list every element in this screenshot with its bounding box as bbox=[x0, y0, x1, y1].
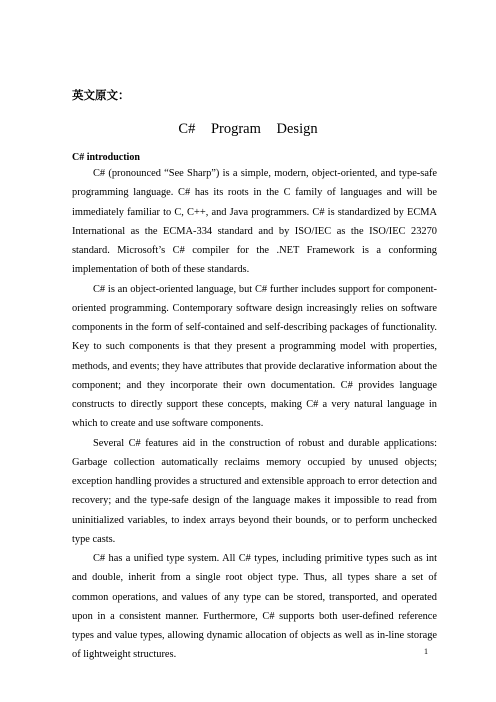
section-title: C# introduction bbox=[72, 152, 140, 163]
original-text-heading: 英文原文： bbox=[72, 88, 130, 102]
paragraph: C# is an object-oriented language, but C# further includes support for component-oriented programming. Contemporary software design increasingly relies on software components in the form of self-contained and self-describing packages of functionality. Key to such components is that they present a programming model with properties, methods, and events; they have attributes that provide declarative information about the component; and they incorporate their own documentation. C# provides language constructs to directly support these concepts, making C# a very natural language in which to create and use software components. bbox=[72, 283, 437, 430]
paragraph: C# has a unified type system. All C# types, including primitive types such as int and double, inherit from a single root object type. Thus, all types share a set of common operations, and values of any type can be stored, transported, and operated upon in a consistent manner. Furthermore, C# supports both user-defined reference types and value types, allowing dynamic allocation of objects as well as in-line storage of lightweight structures. bbox=[72, 553, 437, 661]
paragraph: C# (pronounced “See Sharp”) is a simple, modern, object-oriented, and type-safe programming language. C# has its roots in the C family of languages and will be immediately familiar to C, C++, and Java programmers. C# is standardized by ECMA International as the ECMA-334 standard and by ISO/IEC as the ISO/IEC 23270 standard. Microsoft’s C# compiler for the .NET Framework is a conforming implementation of both of these standards. bbox=[72, 168, 437, 276]
document-title: C# Program Design bbox=[178, 121, 318, 137]
page-number: 1 bbox=[424, 647, 428, 656]
paragraph: Several C# features aid in the construction of robust and durable applications: Garbage collection automatically reclaims memory occupied by unused objects; exception handling provides a structured and extensible approach to error detection and recovery; and the type-safe design of the language makes it impossible to read from uninitialized variables, to index arrays beyond their bounds, or to perform unchecked type casts. bbox=[72, 437, 437, 545]
document-body bbox=[72, 164, 437, 665]
